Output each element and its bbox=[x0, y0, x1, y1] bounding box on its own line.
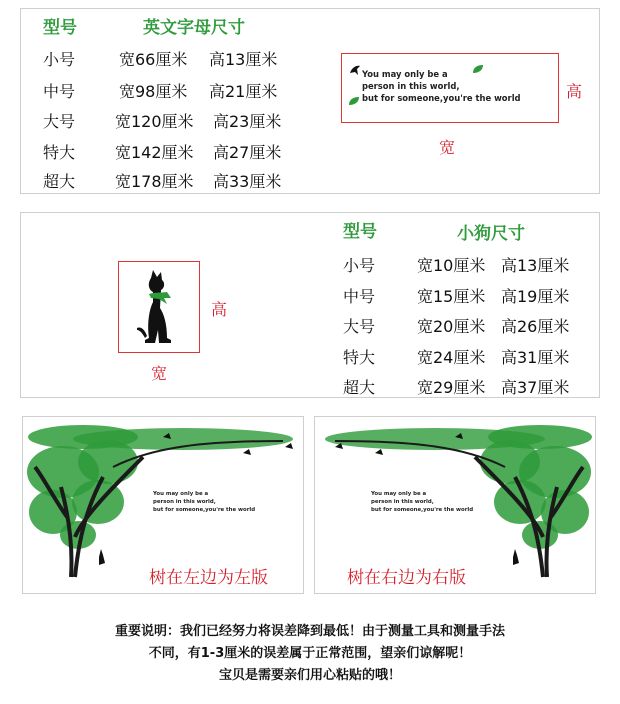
dog-width-label: 宽 bbox=[151, 364, 168, 383]
tree-right-quote bbox=[371, 491, 473, 514]
notice-line-2: 不同，有1-3厘米的误差属于正常范围，望亲们谅解呢！ bbox=[148, 646, 472, 661]
bird-icon bbox=[348, 63, 362, 77]
row-size: 小号 bbox=[43, 50, 76, 69]
tree-canopy bbox=[325, 425, 592, 549]
letters-header-title: 英文字母尺寸 bbox=[143, 18, 245, 38]
row-height: 高21厘米 bbox=[209, 82, 278, 101]
row-height: 高27厘米 bbox=[213, 143, 282, 162]
row-size: 中号 bbox=[343, 287, 376, 306]
row-width: 宽15厘米 bbox=[417, 287, 486, 306]
row-size: 特大 bbox=[343, 348, 376, 367]
leaf-icon bbox=[348, 96, 360, 106]
tree-right-label: 树在右边为右版 bbox=[347, 568, 466, 588]
letters-height-label: 高 bbox=[566, 82, 583, 101]
tree-right-panel bbox=[314, 416, 596, 594]
row-height: 高23厘米 bbox=[213, 112, 282, 131]
letters-quote-box bbox=[341, 53, 559, 123]
quote-line: but for someone,you're the world bbox=[362, 93, 521, 104]
tree-left-label: 树在左边为左版 bbox=[149, 568, 268, 588]
row-size: 超大 bbox=[343, 378, 376, 397]
quote-line: person in this world, bbox=[371, 498, 434, 505]
row-size: 大号 bbox=[343, 317, 376, 336]
row-width: 宽66厘米 bbox=[119, 50, 188, 69]
row-height: 高33厘米 bbox=[213, 172, 282, 191]
row-width: 宽178厘米 bbox=[115, 172, 194, 191]
dog-header-model: 型号 bbox=[343, 222, 377, 242]
letters-header-model: 型号 bbox=[43, 18, 77, 38]
quote-line: You may only be a bbox=[371, 491, 427, 497]
row-height: 高26厘米 bbox=[501, 317, 570, 336]
quote-line: person in this world, bbox=[362, 81, 460, 92]
dog-icon bbox=[131, 268, 191, 348]
row-height: 高37厘米 bbox=[501, 378, 570, 397]
quote-line: but for someone,you're the world bbox=[371, 506, 474, 513]
tree-canopy bbox=[27, 425, 293, 549]
row-size: 小号 bbox=[343, 256, 376, 275]
letters-quote-text bbox=[362, 68, 521, 105]
letters-size-panel bbox=[20, 8, 600, 194]
tree-left-quote bbox=[153, 491, 255, 514]
row-width: 宽142厘米 bbox=[115, 143, 194, 162]
letters-width-label: 宽 bbox=[439, 138, 456, 157]
row-height: 高31厘米 bbox=[501, 348, 570, 367]
dog-header-title: 小狗尺寸 bbox=[457, 224, 525, 244]
row-width: 宽120厘米 bbox=[115, 112, 194, 131]
quote-line: You may only be a bbox=[362, 69, 448, 79]
row-height: 高13厘米 bbox=[501, 256, 570, 275]
quote-line: person in this world, bbox=[153, 498, 216, 505]
dog-height-label: 高 bbox=[211, 300, 228, 319]
row-height: 高19厘米 bbox=[501, 287, 570, 306]
dog-image-box bbox=[118, 261, 200, 353]
row-size: 中号 bbox=[43, 82, 76, 101]
quote-line: You may only be a bbox=[153, 491, 209, 497]
quote-line: but for someone,you're the world bbox=[153, 506, 256, 513]
row-size: 特大 bbox=[43, 143, 76, 162]
row-width: 宽29厘米 bbox=[417, 378, 486, 397]
notice-line-1: 重要说明：我们已经努力将误差降到最低！由于测量工具和测量手法 bbox=[114, 624, 505, 639]
row-size: 大号 bbox=[43, 112, 76, 131]
tree-left-panel bbox=[22, 416, 304, 594]
row-width: 宽98厘米 bbox=[119, 82, 188, 101]
dog-size-panel bbox=[20, 212, 600, 398]
row-width: 宽24厘米 bbox=[417, 348, 486, 367]
row-size: 超大 bbox=[43, 172, 76, 191]
row-height: 高13厘米 bbox=[209, 50, 278, 69]
row-width: 宽20厘米 bbox=[417, 317, 486, 336]
row-width: 宽10厘米 bbox=[417, 256, 486, 275]
notice-line-3: 宝贝是需要亲们用心粘贴的哦！ bbox=[218, 668, 401, 683]
